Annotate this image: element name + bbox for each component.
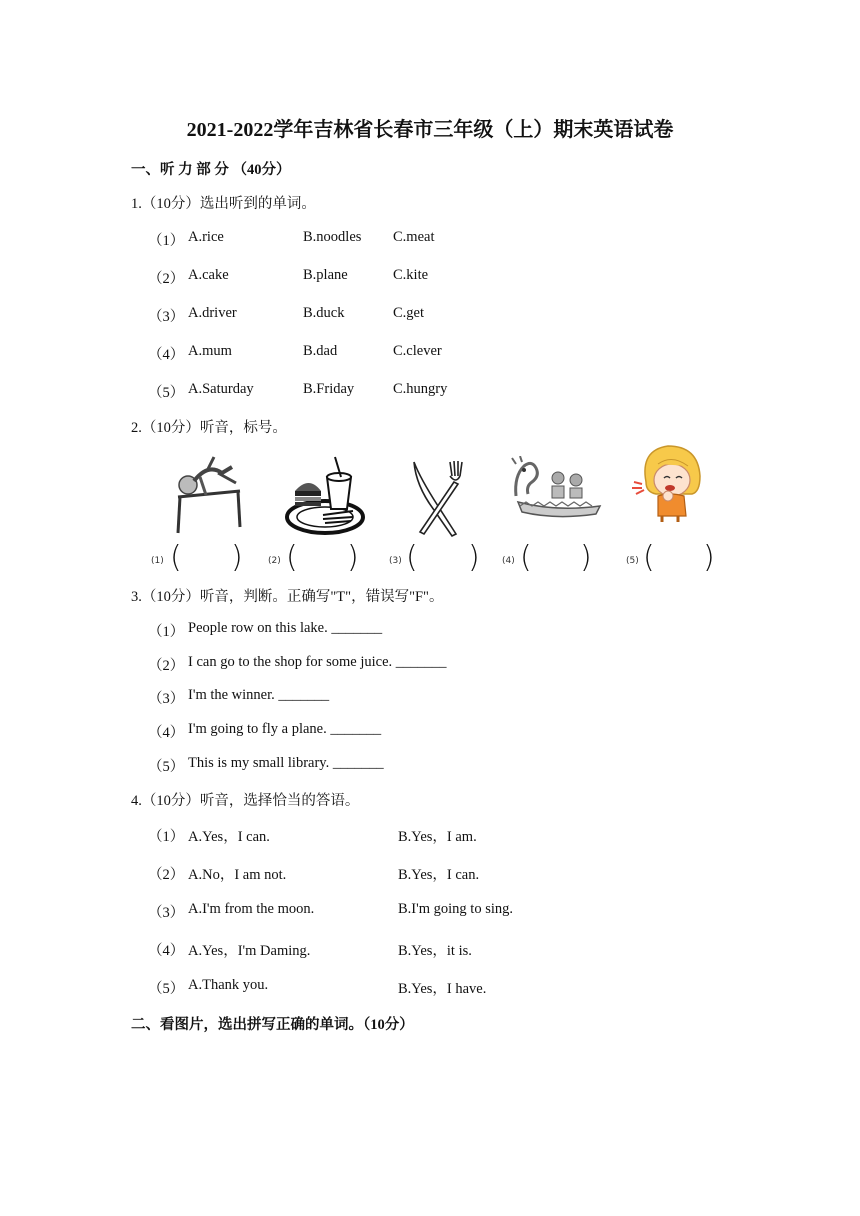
answer-bracket: ( xyxy=(170,540,182,575)
item-number: （5） xyxy=(148,759,185,775)
item-number: （1） xyxy=(148,233,185,249)
option-b: B.Yes，I can. xyxy=(398,867,480,883)
item-number: （3） xyxy=(148,691,185,707)
option-b: B.duck xyxy=(303,305,345,321)
option-c: C.meat xyxy=(393,229,435,245)
option-b: B.Yes，I am. xyxy=(398,829,477,845)
hurdle-jump-icon xyxy=(170,455,250,535)
answer-bracket: ) xyxy=(468,540,480,575)
item-number: （1） xyxy=(148,624,185,640)
option-b: B.I'm going to sing. xyxy=(398,901,513,917)
option-c: C.hungry xyxy=(393,381,448,397)
item-number: （4） xyxy=(148,347,185,363)
picture-number: (1) xyxy=(151,556,164,566)
answer-bracket: ) xyxy=(580,540,592,575)
answer-bracket: ) xyxy=(703,540,715,575)
option-a: A.driver xyxy=(188,305,237,321)
page-title: 2021-2022学年吉林省长春市三年级（上）期末英语试卷 xyxy=(186,119,674,141)
coughing-girl-icon xyxy=(628,442,708,524)
option-b: B.dad xyxy=(303,343,338,359)
option-a: A.mum xyxy=(188,343,232,359)
statement-text: People row on this lake. _______ xyxy=(188,620,383,636)
item-number: （4） xyxy=(148,943,185,959)
picture-number: (2) xyxy=(268,556,281,566)
knife-fork-icon xyxy=(408,458,466,538)
section-1-heading: 一、听 力 部 分 （40分） xyxy=(131,162,291,178)
picture-number: (4) xyxy=(502,556,515,566)
option-a: A.cake xyxy=(188,267,229,283)
item-number: （3） xyxy=(148,309,185,325)
option-b: B.noodles xyxy=(303,229,362,245)
option-a: A.No，I am not. xyxy=(188,867,287,883)
option-a: A.I'm from the moon. xyxy=(188,901,315,917)
option-c: C.get xyxy=(393,305,425,321)
answer-bracket: ( xyxy=(643,540,655,575)
statement-text: This is my small library. _______ xyxy=(188,755,384,771)
option-b: B.Yes，I have. xyxy=(398,981,487,997)
item-number: （5） xyxy=(148,385,185,401)
item-number: （1） xyxy=(148,829,185,845)
option-a: A.Saturday xyxy=(188,381,254,397)
option-a: A.Yes，I'm Daming. xyxy=(188,943,311,959)
answer-bracket: ) xyxy=(231,540,243,575)
option-c: C.clever xyxy=(393,343,442,359)
burger-drink-plate-icon xyxy=(283,455,367,537)
picture-number: (5) xyxy=(626,556,639,566)
option-a: A.Yes，I can. xyxy=(188,829,270,845)
section-2-heading: 二、看图片，选出拼写正确的单词。（10分） xyxy=(131,1017,414,1033)
item-number: （4） xyxy=(148,725,185,741)
q2-label: 2.（10分）听音，标号。 xyxy=(131,420,287,436)
answer-bracket: ( xyxy=(286,540,298,575)
statement-text: I'm going to fly a plane. _______ xyxy=(188,721,382,737)
picture-number: (3) xyxy=(389,556,402,566)
option-a: A.Thank you. xyxy=(188,977,269,993)
item-number: （3） xyxy=(148,905,185,921)
answer-bracket: ) xyxy=(347,540,359,575)
item-number: （5） xyxy=(148,981,185,997)
q3-label: 3.（10分）听音，判断。正确写"T"，错误写"F"。 xyxy=(131,589,444,605)
option-a: A.rice xyxy=(188,229,224,245)
option-c: C.kite xyxy=(393,267,429,283)
q4-label: 4.（10分）听音，选择恰当的答语。 xyxy=(131,793,360,809)
answer-bracket: ( xyxy=(520,540,532,575)
option-b: B.Friday xyxy=(303,381,355,397)
statement-text: I'm the winner. _______ xyxy=(188,687,330,703)
dragon-boat-icon xyxy=(510,456,602,522)
statement-text: I can go to the shop for some juice. _______ xyxy=(188,654,447,670)
item-number: （2） xyxy=(148,271,185,287)
item-number: （2） xyxy=(148,867,185,883)
item-number: （2） xyxy=(148,658,185,674)
q1-label: 1.（10分）选出听到的单词。 xyxy=(131,196,316,212)
answer-bracket: ( xyxy=(406,540,418,575)
option-b: B.Yes，it is. xyxy=(398,943,472,959)
option-b: B.plane xyxy=(303,267,348,283)
